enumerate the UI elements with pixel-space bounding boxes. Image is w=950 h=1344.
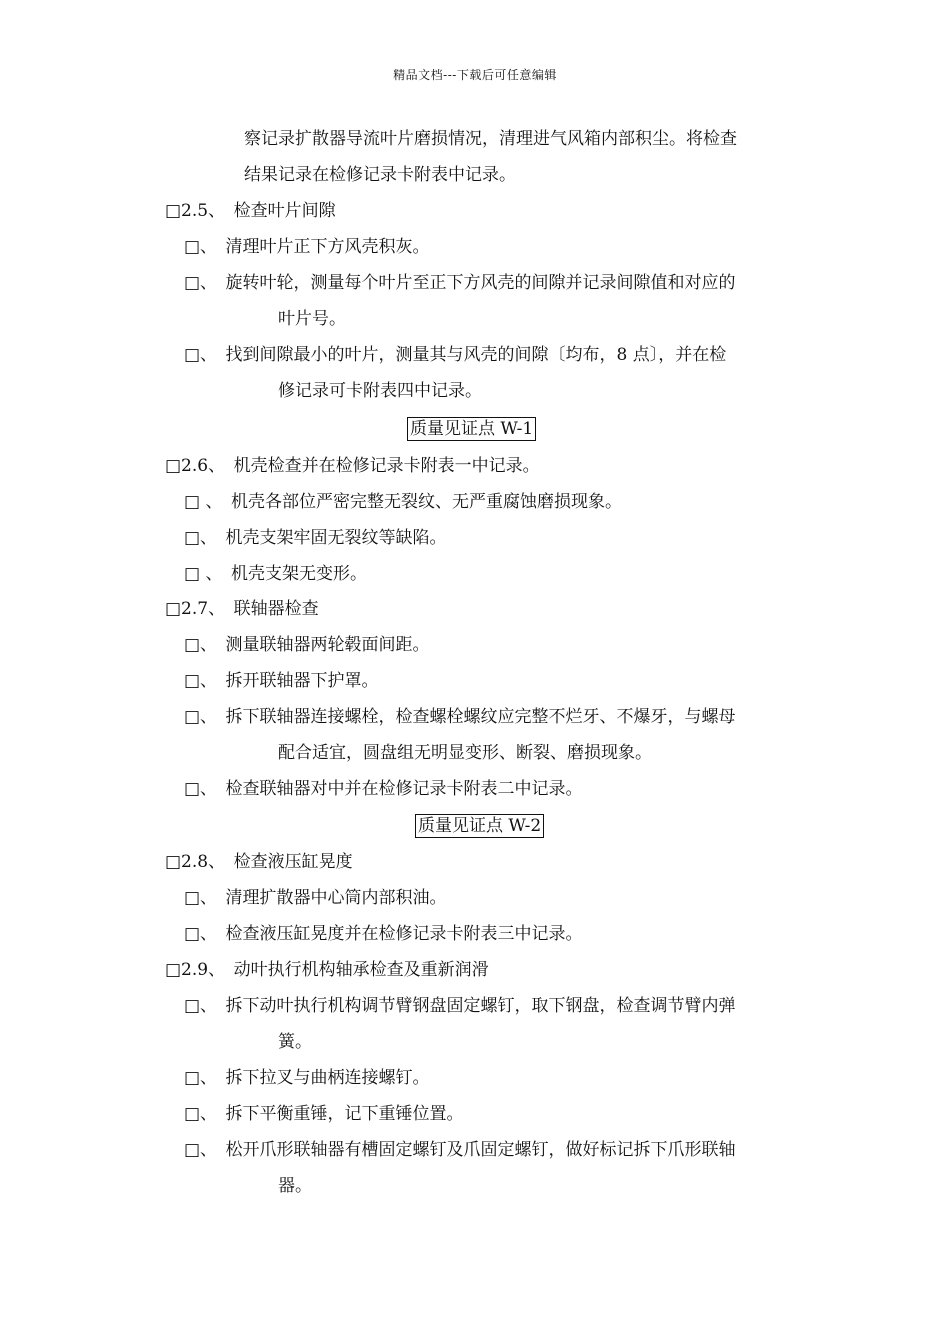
checklist-item: □ 、 机壳各部位严密完整无裂纹、无严重腐蚀磨损现象。: [184, 492, 622, 512]
checklist-item: □、 旋转叶轮，测量每个叶片至正下方风壳的间隙并记录间隙值和对应的: [184, 273, 736, 293]
checklist-item: □、 松开爪形联轴器有槽固定螺钉及爪固定螺钉，做好标记拆下爪形联轴: [184, 1140, 736, 1160]
checklist-item: □、 拆下联轴器连接螺栓，检查螺栓螺纹应完整不烂牙、不爆牙，与螺母: [184, 707, 736, 727]
paragraph-line: 察记录扩散器导流叶片磨损情况，清理进气风箱内部积尘。将检查: [244, 129, 737, 149]
checklist-item-continuation: 簧。: [278, 1032, 312, 1052]
checklist-item: □ 、 机壳支架无变形。: [184, 564, 367, 584]
checklist-item: □、 清理扩散器中心筒内部积油。: [184, 888, 447, 908]
section-heading-2-9: □2.9、 动叶执行机构轴承检查及重新润滑: [165, 960, 489, 980]
checklist-item: □、 拆开联轴器下护罩。: [184, 671, 379, 691]
checklist-item: □、 检查联轴器对中并在检修记录卡附表二中记录。: [184, 779, 583, 799]
section-heading-2-8: □2.8、 检查液压缸晃度: [165, 852, 353, 872]
paragraph-line: 结果记录在检修记录卡附表中记录。: [244, 165, 516, 185]
checklist-item: □、 拆下动叶执行机构调节臂钢盘固定螺钉，取下钢盘，检查调节臂内弹: [184, 996, 736, 1016]
checklist-item-continuation: 配合适宜，圆盘组无明显变形、断裂、磨损现象。: [278, 743, 652, 763]
section-heading-2-7: □2.7、 联轴器检查: [165, 599, 319, 619]
checklist-item: □、 测量联轴器两轮毂面间距。: [184, 635, 430, 655]
checklist-item: □、 检查液压缸晃度并在检修记录卡附表三中记录。: [184, 924, 583, 944]
checklist-item: □、 机壳支架牢固无裂纹等缺陷。: [184, 528, 447, 548]
page-header: 精品文档---下载后可任意编辑: [393, 68, 557, 82]
checklist-item-continuation: 叶片号。: [278, 309, 346, 329]
checklist-item: □、 清理叶片正下方风壳积灰。: [184, 237, 430, 257]
checklist-item: □、 找到间隙最小的叶片，测量其与风壳的间隙〔均布，8 点〕，并在检: [184, 345, 727, 365]
checklist-item: □、 拆下平衡重锤，记下重锤位置。: [184, 1104, 464, 1124]
quality-witness-point-w1: 质量见证点 W-1: [407, 417, 536, 441]
checklist-item-continuation: 器。: [278, 1176, 312, 1196]
quality-witness-point-w2: 质量见证点 W-2: [415, 814, 544, 838]
checklist-item-continuation: 修记录可卡附表四中记录。: [278, 381, 482, 401]
section-heading-2-5: □2.5、 检查叶片间隙: [165, 201, 336, 221]
checklist-item: □、 拆下拉叉与曲柄连接螺钉。: [184, 1068, 430, 1088]
section-heading-2-6: □2.6、 机壳检查并在检修记录卡附表一中记录。: [165, 456, 540, 476]
